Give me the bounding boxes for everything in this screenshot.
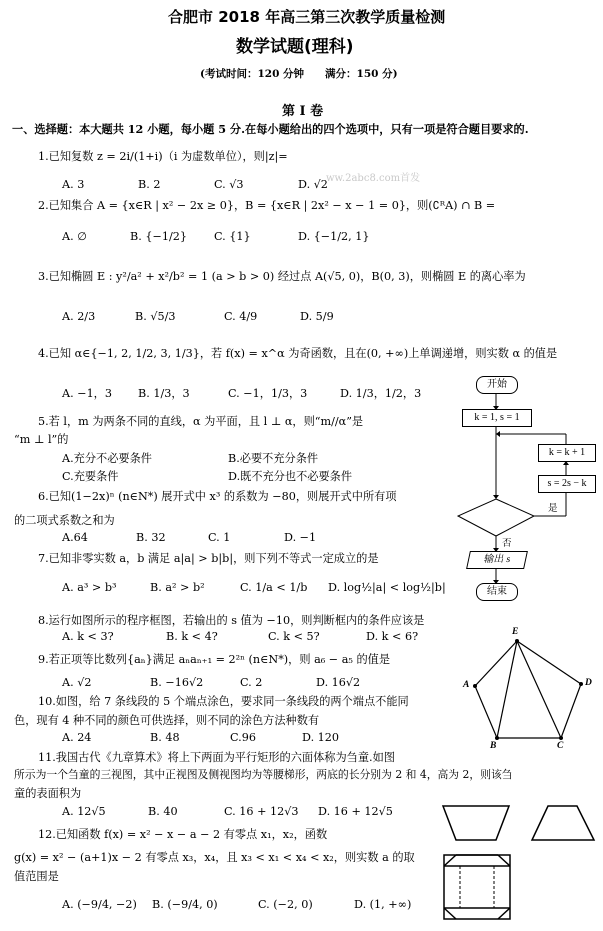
flowchart-output: 输出 s (466, 551, 528, 569)
q5-stem-1: 5.若 l，m 为两条不同的直线，α 为平面，且 l ⊥ α，则“m//α”是 (38, 415, 364, 428)
q6-option-a: A.64 (62, 531, 88, 544)
q10-option-d: D. 120 (302, 731, 340, 744)
q5-option-b: B.必要不充分条件 (228, 452, 319, 465)
flowchart-yes-label: 是 (548, 504, 558, 514)
exam-info: (考试时间：120 分钟 满分：150 分) (200, 68, 398, 80)
q2-option-d: D. {−1/2, 1} (298, 230, 370, 243)
q12-stem-1: 12.已知函数 f(x) = x² − x − a − 2 有零点 x₁，x₂，函数 (38, 828, 328, 841)
q11-stem-1: 11.我国古代《九章算术》将上下两面为平行矩形的六面体称为刍童.如图 (38, 751, 395, 764)
q11-option-d: D. 16 + 12√5 (318, 805, 393, 818)
q1-option-a: A. 3 (62, 178, 85, 191)
q12-stem-3: 值范围是 (14, 870, 59, 883)
q7-stem: 7.已知非零实数 a，b 满足 a|a| > b|b|，则下列不等式一定成立的是 (38, 552, 379, 565)
q3-option-b: B. √5/3 (135, 310, 176, 323)
q11-stem-3: 童的表面积为 (14, 787, 82, 800)
q12-option-d: D. (1, +∞) (354, 898, 412, 911)
q4-option-b: B. 1/3，3 (138, 387, 190, 400)
top-view (444, 855, 510, 919)
q7-option-c: C. 1/a < 1/b (240, 581, 308, 594)
pentagon-label-a: A (463, 680, 470, 690)
section-heading: 一、选择题：本大题共 12 小题，每小题 5 分.在每小题给出的四个选项中，只有一项是符合题目要求的. (12, 122, 529, 136)
q1-stem: 1.已知复数 z = 2i/(1+i)（i 为虚数单位），则|z|= (38, 150, 288, 163)
flowchart-update-s: s = 2s − k (538, 475, 596, 493)
front-view (443, 806, 509, 840)
q10-option-a: A. 24 (62, 731, 92, 744)
q1-option-d: D. √2 (298, 178, 328, 191)
q10-stem-1: 10.如图，给 7 条线段的 5 个端点涂色，要求同一条线段的两个端点不能同 (38, 695, 409, 708)
watermark: ww.2abc8.com首发 (326, 173, 421, 184)
q5-option-d: D.既不充分也不必要条件 (228, 470, 353, 483)
flowchart-update-k: k = k + 1 (538, 444, 596, 462)
q10-stem-2: 色，现有 4 种不同的颜色可供选择，则不同的涂色方法种数有 (14, 714, 320, 727)
q11-option-b: B. 40 (148, 805, 178, 818)
q6-stem-2: 的二项式系数之和为 (14, 514, 115, 527)
q4-option-d: D. 1/3，1/2，3 (340, 387, 422, 400)
flowchart-end: 结束 (476, 583, 518, 601)
q6-stem-1: 6.已知(1−2x)ⁿ (n∈N*) 展开式中 x³ 的系数为 −80，则展开式中所有项 (38, 490, 397, 503)
q8-option-a: A. k < 3? (62, 630, 114, 643)
flowchart-init: k = 1, s = 1 (462, 409, 532, 427)
q10-option-c: C.96 (230, 731, 256, 744)
q3-option-a: A. 2/3 (62, 310, 96, 323)
q10-option-b: B. 48 (150, 731, 180, 744)
q3-option-c: C. 4/9 (224, 310, 258, 323)
q9-option-b: B. −16√2 (150, 676, 204, 689)
q11-option-a: A. 12√5 (62, 805, 106, 818)
q3-stem: 3.已知椭圆 E : y²/a² + x²/b² = 1 (a > b > 0) 经过点 A(√5, 0)，B(0, 3)，则椭圆 E 的离心率为 (38, 270, 526, 283)
q12-stem-2: g(x) = x² − (a+1)x − 2 有零点 x₃，x₄，且 x₃ < x₁ < x₄ < x₂，则实数 a 的取 (14, 851, 415, 864)
q9-option-d: D. 16√2 (316, 676, 361, 689)
q2-option-b: B. {−1/2} (130, 230, 187, 243)
q11-stem-2: 所示为一个刍童的三视图，其中正视图及侧视图均为等腰梯形，两底的长分别为 2 和 4，高为 2，则该刍 (14, 768, 513, 781)
q9-option-a: A. √2 (62, 676, 92, 689)
q4-option-c: C. −1，1/3，3 (228, 387, 308, 400)
q7-option-a: A. a³ > b³ (62, 581, 117, 594)
q6-option-c: C. 1 (208, 531, 231, 544)
pentagon-label-b: B (490, 741, 497, 751)
q8-option-d: D. k < 6? (366, 630, 419, 643)
q5-option-a: A.充分不必要条件 (62, 452, 152, 465)
q6-option-b: B. 32 (136, 531, 166, 544)
q5-option-c: C.充要条件 (62, 470, 119, 483)
q7-option-d: D. log½|a| < log½|b| (328, 581, 446, 594)
q8-option-b: B. k < 4? (166, 630, 218, 643)
flowchart-start: 开始 (476, 376, 518, 394)
q2-option-a: A. ∅ (62, 230, 87, 243)
pentagon-label-e: E (512, 627, 519, 637)
q6-option-d: D. −1 (284, 531, 317, 544)
exam-title: 合肥市 2018 年高三第三次教学质量检测 (168, 8, 446, 26)
q9-option-c: C. 2 (240, 676, 263, 689)
q8-stem: 8.运行如图所示的程序框图，若输出的 s 值为 −10，则判断框内的条件应该是 (38, 614, 425, 627)
q9-stem: 9.若正项等比数列{aₙ}满足 aₙaₙ₊₁ = 2²ⁿ (n∈N*)，则 a₆ − a₅ 的值是 (38, 653, 391, 666)
q12-option-a: A. (−9/4, −2) (62, 898, 137, 911)
q7-option-b: B. a² > b² (150, 581, 205, 594)
q4-option-a: A. −1，3 (62, 387, 112, 400)
side-view (532, 806, 594, 840)
q12-option-b: B. (−9/4, 0) (152, 898, 218, 911)
q1-option-c: C. √3 (214, 178, 244, 191)
q11-option-c: C. 16 + 12√3 (224, 805, 299, 818)
q4-stem: 4.已知 α∈{−1, 2, 1/2, 3, 1/3}，若 f(x) = x^α 为奇函数，且在(0, +∞)上单调递增，则实数 α 的值是 (38, 347, 558, 360)
q2-option-c: C. {1} (214, 230, 251, 243)
q2-stem: 2.已知集合 A = {x∈R | x² − 2x ≥ 0}，B = {x∈R | 2x² − x − 1 = 0}，则(∁ᴿA) ∩ B = (38, 199, 496, 212)
exam-subtitle: 数学试题(理科) (236, 37, 354, 57)
part-heading: 第 I 卷 (282, 104, 324, 119)
pentagon-label-d: D (585, 678, 592, 688)
pentagon-label-c: C (557, 741, 564, 751)
q3-option-d: D. 5/9 (300, 310, 334, 323)
flowchart-no-label: 否 (502, 539, 512, 549)
q12-option-c: C. (−2, 0) (258, 898, 313, 911)
q1-option-b: B. 2 (138, 178, 161, 191)
q8-option-c: C. k < 5? (268, 630, 320, 643)
q5-stem-2: “m ⊥ l”的 (14, 433, 69, 446)
